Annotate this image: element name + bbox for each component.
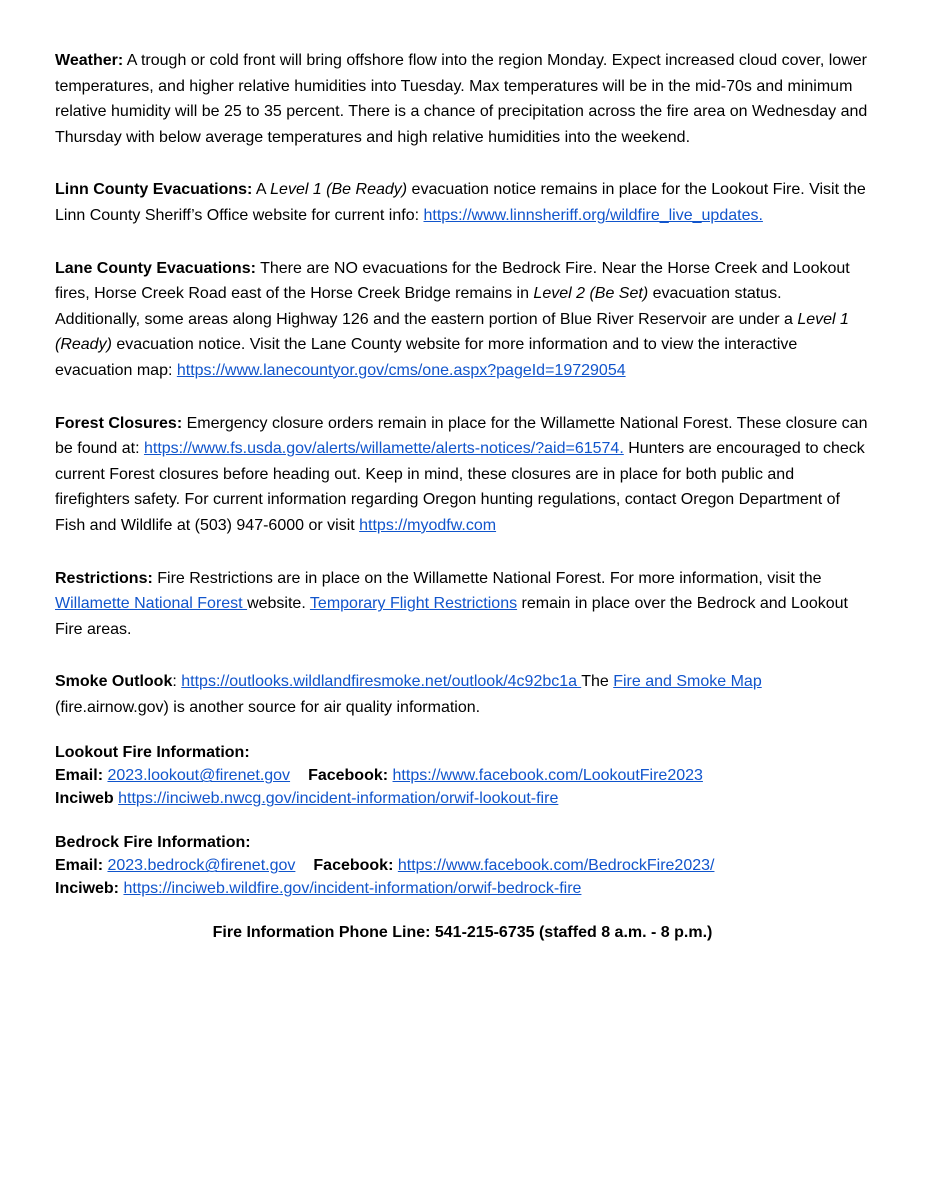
restrictions-paragraph: [55, 566, 870, 643]
bedrock-heading: Bedrock Fire Information:: [55, 834, 251, 852]
lookout-email-link[interactable]: 2023.lookout@firenet.gov: [107, 767, 291, 785]
bedrock-email-link[interactable]: 2023.bedrock@firenet.gov: [107, 857, 296, 875]
lane-level-1: Level 1 (Ready): [55, 310, 849, 354]
bedrock-info-block: [55, 831, 870, 900]
lookout-facebook-link[interactable]: https://www.facebook.com/LookoutFire2023: [392, 767, 703, 785]
bedrock-inciweb-label: Inciweb:: [55, 880, 120, 898]
lookout-inciweb-label: Inciweb: [55, 790, 114, 808]
lane-text-2: evacuation status. Additionally, some areas along Highway 126 and the eastern portion of Blue River Reservoir are under a: [55, 285, 798, 328]
linn-sheriff-link[interactable]: https://www.linnsheriff.org/wildfire_live_updates.: [423, 206, 763, 224]
smoke-text-1: :: [172, 673, 182, 691]
lookout-facebook-label: Facebook:: [308, 767, 389, 785]
smoke-outlook-label: Smoke Outlook: [55, 673, 173, 691]
phone-line: Fire Information Phone Line: 541-215-6735 (staffed 8 a.m. - 8 p.m.): [212, 924, 713, 942]
lookout-info-block: [55, 741, 870, 810]
smoke-outlook-paragraph: [55, 669, 870, 720]
linn-text-1: A: [252, 181, 271, 199]
linn-county-label: Linn County Evacuations:: [55, 181, 253, 199]
lane-county-label: Lane County Evacuations:: [55, 259, 256, 277]
smoke-text-3: (fire.airnow.gov) is another source for air quality information.: [55, 698, 481, 716]
lane-level-2: Level 2 (Be Set): [533, 285, 649, 303]
document-page: [55, 48, 870, 944]
forest-text-2: Hunters are encouraged to check current Forest closures before heading out. Keep in mind, these closures are in place for both public and firefighters safety. For current information regarding Oregon hunting regulations, contact Oregon Department of Fish and Wildlife at (503) 947-6000 or visit: [55, 440, 865, 534]
restrictions-label: Restrictions:: [55, 569, 153, 587]
lookout-inciweb-link[interactable]: https://inciweb.nwcg.gov/incident-information/orwif-lookout-fire: [118, 790, 559, 808]
lane-text-3: evacuation notice. Visit the Lane County website for more information and to view the interactive evacuation map:: [55, 336, 798, 379]
bedrock-inciweb-link[interactable]: https://inciweb.wildfire.gov/incident-information/orwif-bedrock-fire: [123, 880, 582, 898]
linn-level-notice: Level 1 (Be Ready): [270, 181, 408, 199]
bedrock-email-label: Email:: [55, 857, 104, 875]
smoke-text-2: The: [581, 673, 614, 691]
lane-county-paragraph: [55, 256, 870, 384]
linn-text-2: evacuation notice remains in place for the Lookout Fire. Visit the Linn County Sheriff’s Office website for current info:: [55, 181, 866, 224]
odfw-link[interactable]: https://myodfw.com: [359, 516, 497, 534]
bedrock-facebook-label: Facebook:: [313, 857, 394, 875]
restrictions-text-1: Fire Restrictions are in place on the Willamette National Forest. For more information, visit the: [152, 569, 822, 587]
lookout-email-label: Email:: [55, 767, 104, 785]
flight-restrictions-link[interactable]: Temporary Flight Restrictions: [309, 595, 518, 613]
fire-smoke-map-link[interactable]: Fire and Smoke Map: [613, 673, 762, 691]
lookout-heading: Lookout Fire Information:: [55, 744, 250, 762]
willamette-forest-link[interactable]: Willamette National Forest: [55, 595, 248, 613]
bedrock-facebook-link[interactable]: https://www.facebook.com/BedrockFire2023/: [397, 857, 715, 875]
restrictions-text-2: website.: [247, 595, 310, 613]
linn-county-paragraph: [55, 177, 870, 228]
forest-text-1: Emergency closure orders remain in place for the Willamette National Forest. These closure can be found at:: [55, 414, 868, 458]
smoke-outlook-link[interactable]: https://outlooks.wildlandfiresmoke.net/outlook/4c92bc1a: [181, 673, 582, 691]
lane-text-1: There are NO evacuations for the Bedrock Fire. Near the Horse Creek and Lookout fires, Horse Creek Road east of the Horse Creek Bridge remains in: [55, 259, 850, 303]
forest-closures-label: Forest Closures:: [55, 414, 183, 432]
weather-label: Weather:: [55, 52, 124, 69]
weather-paragraph: [55, 48, 870, 150]
lane-county-map-link[interactable]: https://www.lanecountyor.gov/cms/one.aspx?pageId=19729054: [176, 361, 626, 379]
restrictions-text-3: remain in place over the Bedrock and Lookout Fire areas.: [55, 595, 848, 638]
forest-alerts-link[interactable]: https://www.fs.usda.gov/alerts/willamette/alerts-notices/?aid=61574.: [143, 440, 624, 458]
forest-closures-paragraph: [55, 411, 870, 539]
weather-text: A trough or cold front will bring offshore flow into the region Monday. Expect increased cloud cover, lower temperatures, and higher relative humidities into Tuesday. Max temperatures will be in the mid-70s and minimum relative humidity will be 25 to 35 percent. There is a chance of precipitation across the fire area on Wednesday and Thursday with below average temperatures and high relative humidities into the weekend.: [55, 52, 868, 146]
